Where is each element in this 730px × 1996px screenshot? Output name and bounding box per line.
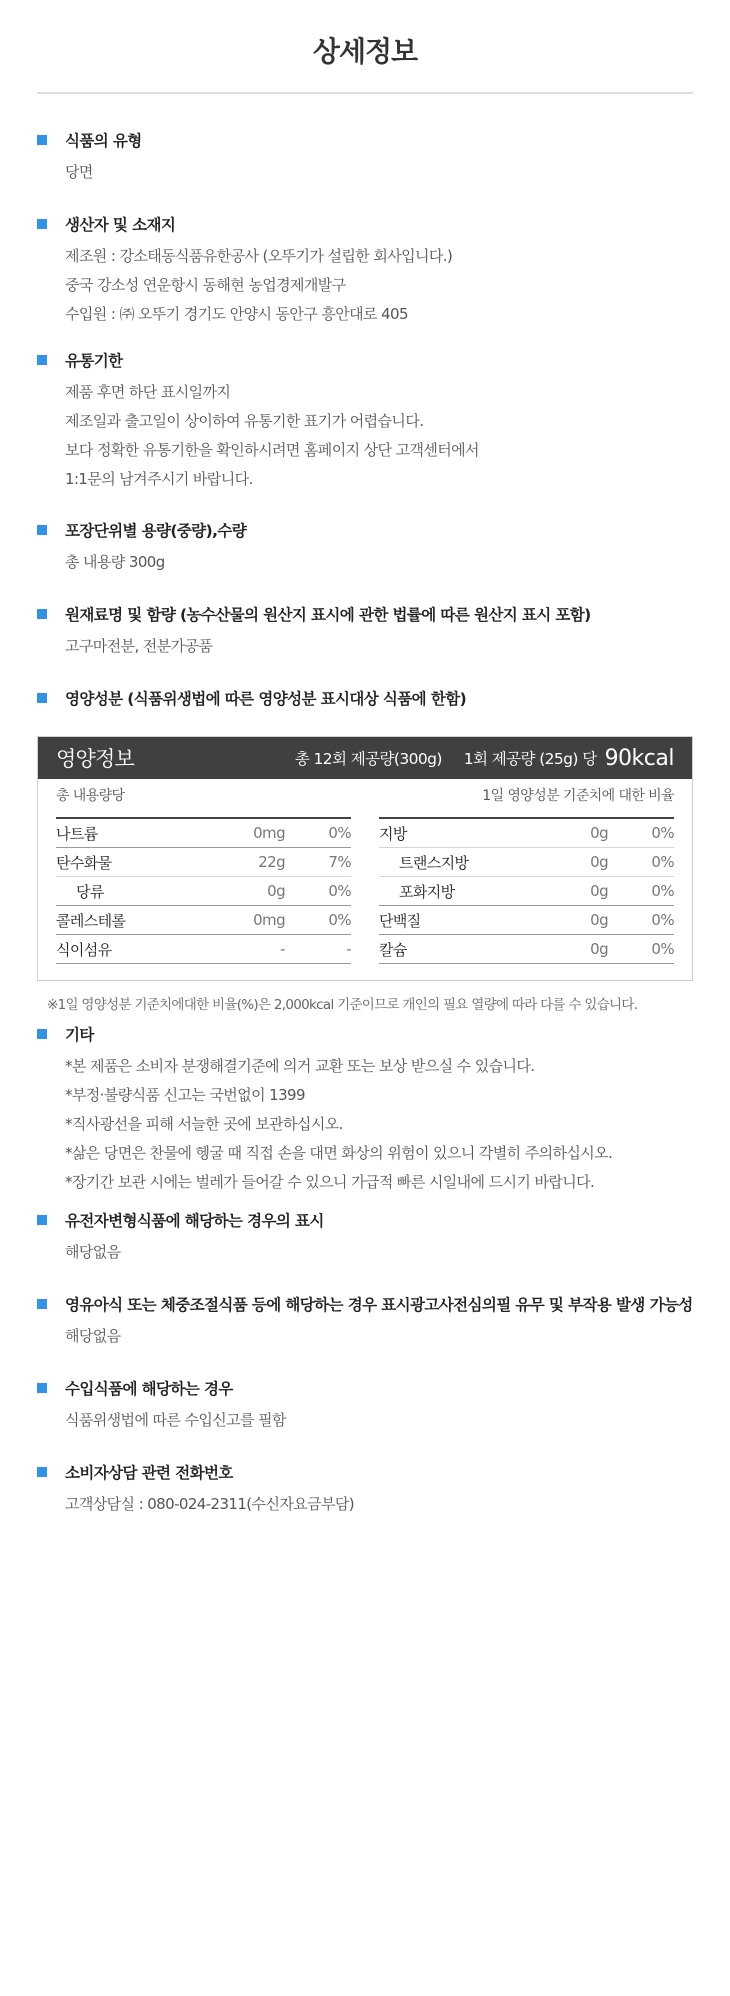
nutrition-table <box>37 736 693 981</box>
info-section <box>37 1376 697 1435</box>
nutrient-amount: 0g <box>590 882 608 900</box>
section-text-line: 수입원 : ㈜ 오뚜기 경기도 안양시 동안구 흥안대로 405 <box>65 305 408 323</box>
section-header <box>37 1460 697 1484</box>
nutrient-name: 식이섬유 <box>56 940 112 959</box>
info-section <box>37 128 697 187</box>
info-section <box>37 518 697 577</box>
section-title: 식품의 유형 <box>65 132 142 150</box>
section-text-line: 보다 정확한 유통기한을 확인하시려면 홈페이지 상단 고객센터에서 <box>65 441 479 459</box>
nutrient-percent: 0% <box>328 911 351 929</box>
nutrient-name: 탄수화물 <box>56 853 112 872</box>
section-text-line: *부정·불량식품 신고는 국번없이 1399 <box>65 1086 305 1104</box>
section-header <box>37 1376 697 1400</box>
nutrient-percent: 7% <box>328 853 351 871</box>
square-bullet-icon <box>37 1299 47 1309</box>
nutrient-name: 포화지방 <box>399 882 455 901</box>
square-bullet-icon <box>37 219 47 229</box>
nutrient-percent: 0% <box>651 824 674 842</box>
section-title: 포장단위별 용량(중량),수량 <box>65 522 247 540</box>
section-header <box>37 1208 697 1232</box>
nutrition-column-left <box>56 817 351 964</box>
info-section <box>37 212 697 329</box>
nutrition-row <box>379 935 674 964</box>
nutrient-amount: 0g <box>590 853 608 871</box>
section-header <box>37 602 697 626</box>
section-text-line: 고객상담실 : 080-024-2311(수신자요금부담) <box>65 1495 355 1513</box>
nutrient-percent: 0% <box>651 853 674 871</box>
nutrient-amount: 0mg <box>253 824 285 842</box>
square-bullet-icon <box>37 1029 47 1039</box>
info-section <box>37 1208 697 1267</box>
square-bullet-icon <box>37 1215 47 1225</box>
section-text-line: *직사광선을 피해 서늘한 곳에 보관하십시오. <box>65 1115 343 1133</box>
nutrition-row <box>56 877 351 906</box>
section-header <box>37 1022 697 1046</box>
nutrition-row <box>379 819 674 848</box>
section-header <box>37 1292 697 1316</box>
page-title: 상세정보 <box>312 35 418 68</box>
square-bullet-icon <box>37 609 47 619</box>
nutrient-amount: - <box>280 940 285 958</box>
nutrition-title: 영양정보 <box>56 747 134 771</box>
section-text-line: 1:1문의 남겨주시기 바랍니다. <box>65 470 253 488</box>
section-text-line: 식품위생법에 따른 수입신고를 필함 <box>65 1411 286 1429</box>
nutrient-amount: 0mg <box>253 911 285 929</box>
nutrient-percent: 0% <box>328 882 351 900</box>
section-header <box>37 518 697 542</box>
square-bullet-icon <box>37 135 47 145</box>
nutrient-percent: - <box>346 940 351 958</box>
section-title: 생산자 및 소재지 <box>65 216 176 234</box>
nutrient-name: 지방 <box>379 824 407 843</box>
nutrient-amount: 0g <box>590 911 608 929</box>
section-text-line: 제품 후면 하단 표시일까지 <box>65 383 231 401</box>
nutrition-column-right <box>379 817 674 964</box>
section-text-line: *장기간 보관 시에는 벌레가 들어갈 수 있으니 가급적 빠른 시일내에 드시기 바랍니다. <box>65 1173 595 1191</box>
nutrition-subheader <box>38 779 692 811</box>
nutrition-header <box>38 737 692 779</box>
nutrient-amount: 0g <box>590 940 608 958</box>
nutrition-sub-right: 1일 영양성분 기준치에 대한 비율 <box>482 788 674 804</box>
nutrient-percent: 0% <box>328 824 351 842</box>
section-text-line: 고구마전분, 전분가공품 <box>65 637 213 655</box>
nutrient-name: 당류 <box>76 882 104 901</box>
section-text-line: *삶은 당면은 찬물에 헹굴 때 직접 손을 대면 화상의 위험이 있으니 각별히 주의하십시오. <box>65 1144 613 1162</box>
info-section <box>37 1460 697 1519</box>
nutrition-sub-left: 총 내용량당 <box>56 788 125 804</box>
nutrition-per-serving: 1회 제공량 (25g) 당 <box>463 750 597 768</box>
nutrition-row <box>379 848 674 877</box>
section-header <box>37 128 697 152</box>
section-title: 유전자변형식품에 해당하는 경우의 표시 <box>65 1212 324 1230</box>
nutrient-percent: 0% <box>651 882 674 900</box>
section-title: 영양성분 (식품위생법에 따른 영양성분 표시대상 식품에 한함) <box>65 690 467 708</box>
section-text-line: 제조원 : 강소태동식품유한공사 (오뚜기가 설립한 회사입니다.) <box>65 247 453 265</box>
section-text-line: 총 내용량 300g <box>65 553 165 571</box>
section-text-line: 제조일과 출고일이 상이하여 유통기한 표기가 어렵습니다. <box>65 412 424 430</box>
nutrient-amount: 22g <box>258 853 285 871</box>
square-bullet-icon <box>37 355 47 365</box>
info-section <box>37 602 697 661</box>
section-text-line: 해당없음 <box>65 1327 121 1345</box>
nutrient-percent: 0% <box>651 911 674 929</box>
info-section <box>37 1022 697 1197</box>
section-title: 영유아식 또는 체중조절식품 등에 해당하는 경우 표시광고사전심의필 유무 및 부작용 발생 가능성 <box>65 1296 693 1314</box>
section-header <box>37 212 697 236</box>
info-section <box>37 686 697 710</box>
nutrient-amount: 0g <box>590 824 608 842</box>
nutrition-kcal: 90kcal <box>604 745 674 771</box>
nutrient-name: 콜레스테롤 <box>56 911 126 930</box>
section-header <box>37 348 697 372</box>
section-title: 원재료명 및 함량 (농수산물의 원산지 표시에 관한 법률에 따른 원산지 표시 포함) <box>65 606 591 624</box>
nutrition-row <box>56 848 351 877</box>
section-text-line: 해당없음 <box>65 1243 121 1261</box>
nutrient-name: 칼슘 <box>379 940 407 959</box>
nutrient-name: 나트륨 <box>56 824 98 843</box>
section-text-line: 당면 <box>65 163 93 181</box>
section-title: 수입식품에 해당하는 경우 <box>65 1380 233 1398</box>
nutrition-row <box>379 877 674 906</box>
title-divider <box>37 92 693 94</box>
nutrient-name: 단백질 <box>379 911 421 930</box>
section-text-line: 중국 강소성 연운항시 동해현 농업경제개발구 <box>65 276 346 294</box>
square-bullet-icon <box>37 525 47 535</box>
square-bullet-icon <box>37 1467 47 1477</box>
nutrition-row <box>56 819 351 848</box>
nutrition-row <box>56 935 351 964</box>
section-title: 소비자상담 관련 전화번호 <box>65 1464 233 1482</box>
nutrient-amount: 0g <box>267 882 285 900</box>
nutrition-row <box>56 906 351 935</box>
square-bullet-icon <box>37 693 47 703</box>
section-text-line: *본 제품은 소비자 분쟁해결기준에 의거 교환 또는 보상 받으실 수 있습니다. <box>65 1057 535 1075</box>
nutrition-row <box>379 906 674 935</box>
info-section <box>37 1292 697 1351</box>
section-title: 유통기한 <box>65 352 123 370</box>
square-bullet-icon <box>37 1383 47 1393</box>
info-section <box>37 348 697 494</box>
nutrition-footnote: ※1일 영양성분 기준치에대한 비율(%)은 2,000kcal 기준이므로 개인의 필요 열량에 따라 다를 수 있습니다. <box>47 997 638 1013</box>
nutrient-percent: 0% <box>651 940 674 958</box>
section-title: 기타 <box>65 1026 94 1044</box>
section-header <box>37 686 697 710</box>
nutrient-name: 트랜스지방 <box>399 853 469 872</box>
nutrition-total-servings: 총 12회 제공량(300g) <box>294 750 442 768</box>
